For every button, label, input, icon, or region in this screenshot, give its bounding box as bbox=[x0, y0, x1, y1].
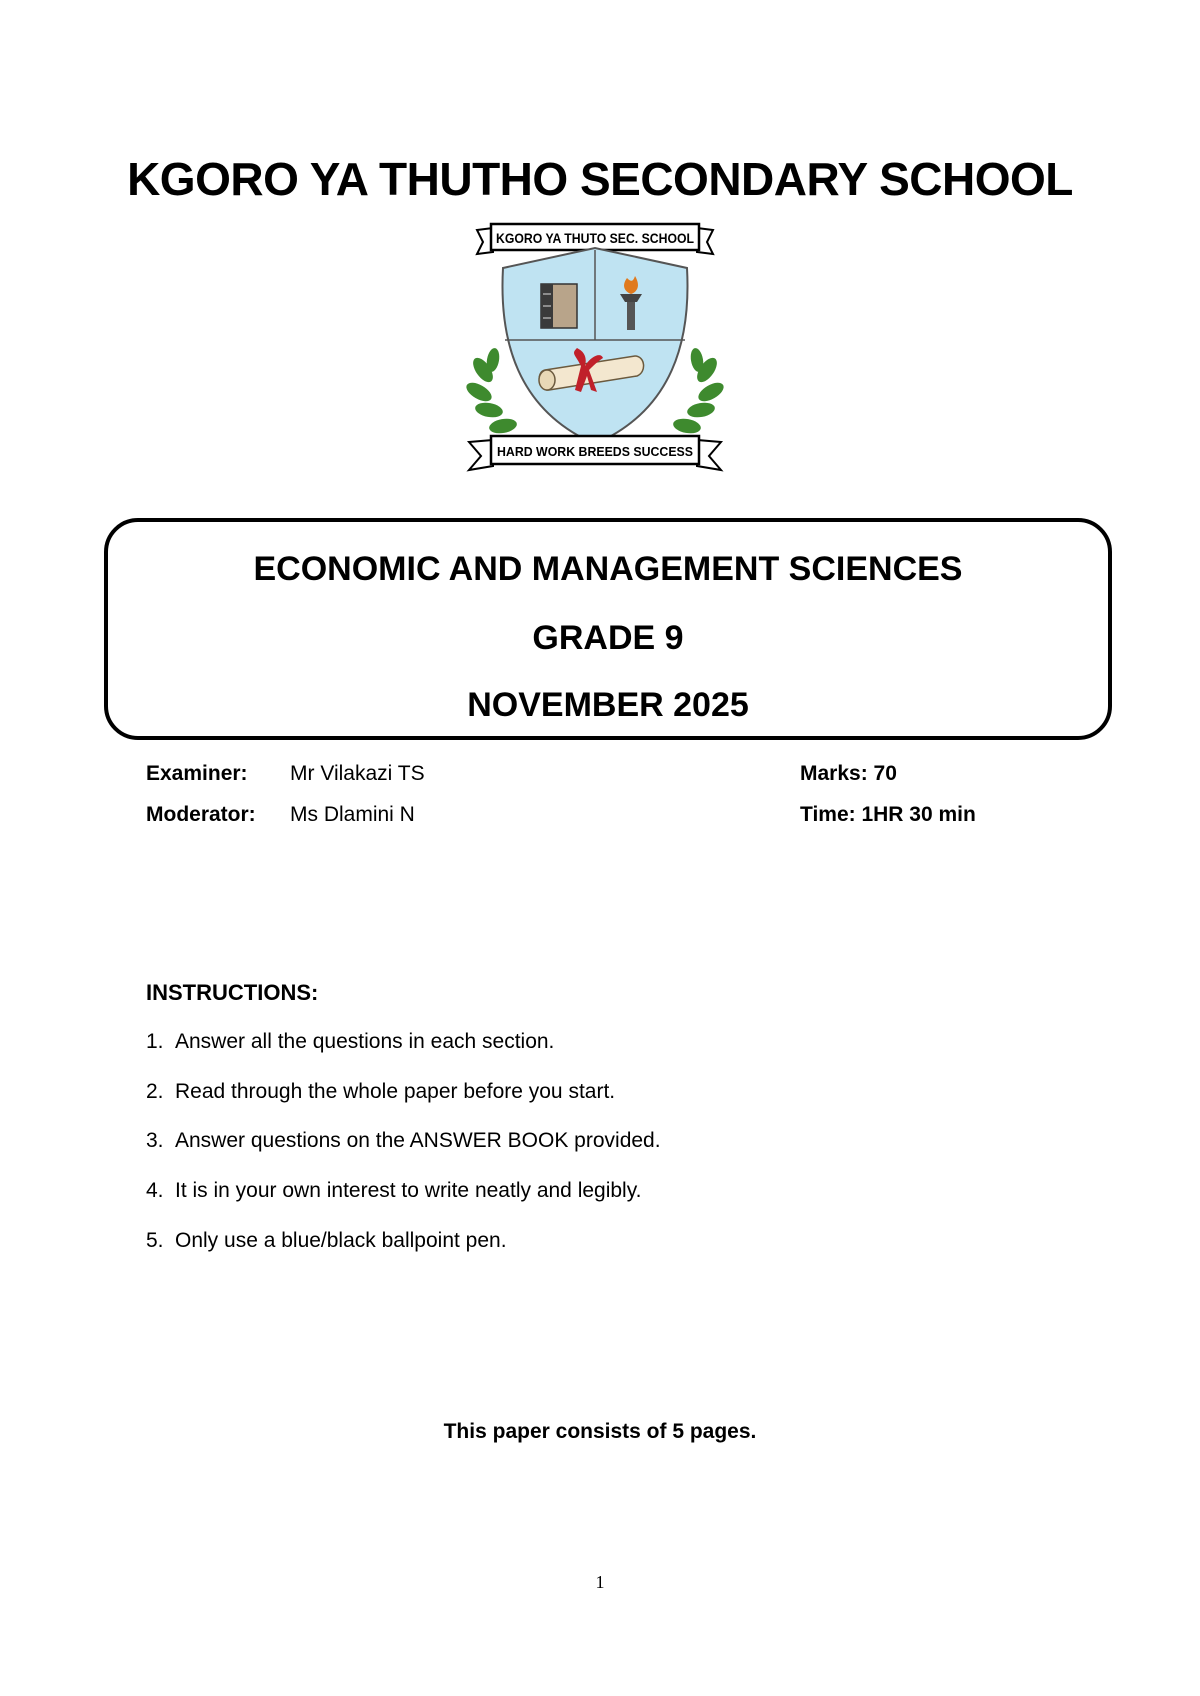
books-icon bbox=[541, 284, 577, 328]
instruction-text: It is in your own interest to write neatly and legibly. bbox=[175, 1179, 642, 1202]
instruction-text: Read through the whole paper before you start. bbox=[175, 1080, 616, 1103]
examiner-value: Mr Vilakazi TS bbox=[290, 762, 425, 785]
instruction-number: 2. bbox=[146, 1080, 164, 1103]
examiner-label: Examiner: bbox=[146, 762, 248, 785]
grade-title: GRADE 9 bbox=[532, 619, 684, 657]
instruction-number: 1. bbox=[146, 1030, 164, 1053]
marks-info: Marks: 70 bbox=[800, 762, 897, 785]
instruction-text: Answer all the questions in each section. bbox=[175, 1030, 555, 1053]
subject-title: ECONOMIC AND MANAGEMENT SCIENCES bbox=[253, 550, 963, 588]
instruction-number: 5. bbox=[146, 1229, 164, 1252]
crest-top-text: KGORO YA THUTO SEC. SCHOOL bbox=[496, 230, 695, 246]
page-number: 1 bbox=[595, 1572, 605, 1592]
instruction-text: Answer questions on the ANSWER BOOK provided. bbox=[175, 1129, 661, 1152]
exam-title-box bbox=[104, 518, 1112, 740]
instruction-text: Only use a blue/black ballpoint pen. bbox=[175, 1229, 507, 1252]
moderator-label: Moderator: bbox=[146, 803, 256, 826]
time-info: Time: 1HR 30 min bbox=[800, 803, 976, 826]
instructions-heading: INSTRUCTIONS: bbox=[146, 980, 319, 1005]
school-crest bbox=[463, 220, 727, 488]
moderator-value: Ms Dlamini N bbox=[290, 803, 415, 826]
instruction-item bbox=[146, 1129, 661, 1153]
instruction-item bbox=[146, 1179, 642, 1203]
school-title: KGORO YA THUTHO SECONDARY SCHOOL bbox=[127, 153, 1073, 205]
crest-bottom-banner bbox=[469, 436, 721, 470]
instruction-item bbox=[146, 1030, 554, 1054]
instruction-number: 4. bbox=[146, 1179, 164, 1202]
page-count-note: This paper consists of 5 pages. bbox=[443, 1420, 757, 1443]
instruction-number: 3. bbox=[146, 1129, 164, 1152]
session-title: NOVEMBER 2025 bbox=[467, 686, 749, 724]
instruction-item bbox=[146, 1080, 615, 1104]
crest-motto-text: HARD WORK BREEDS SUCCESS bbox=[497, 444, 694, 459]
instruction-item bbox=[146, 1229, 507, 1253]
